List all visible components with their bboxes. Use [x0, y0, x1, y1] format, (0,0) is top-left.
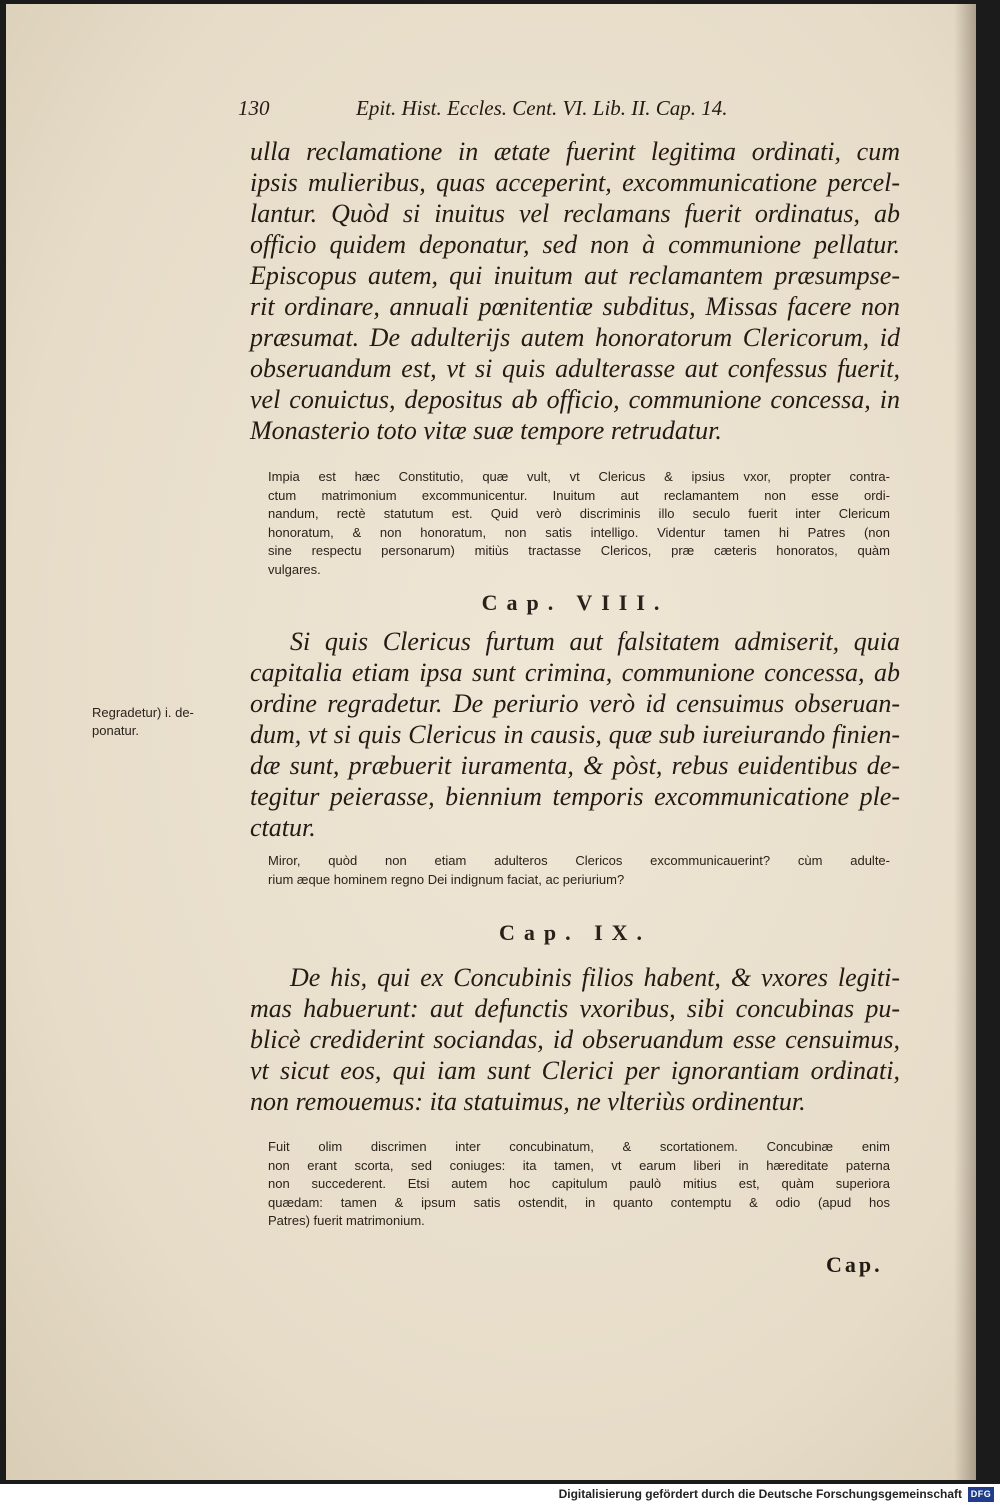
note-line: non erant scorta, sed coniuges: ita tamen, vt earum liberi in hæreditate paterna: [268, 1157, 890, 1173]
commentary-note-3: [268, 1138, 890, 1231]
text-line: Episcopus autem, qui inuitum aut reclamantem præsumpse-: [250, 261, 900, 290]
page-number: 130: [238, 96, 270, 120]
text-line: lantur. Quòd si inuitus vel reclamans fuerit ordinatus, ab: [250, 199, 900, 228]
book-page: [6, 4, 976, 1480]
running-head: [238, 96, 798, 121]
note-line: Miror, quòd non etiam adulteros Clericos excommunicauerint? cùm adulte-: [268, 853, 890, 868]
text-line: Monasterio toto vitæ suæ tempore retrudatur.: [250, 416, 722, 445]
text-line: ulla reclamatione in ætate fuerint legitima ordinati, cum: [250, 137, 900, 166]
text-line: De his, qui ex Concubinis filios habent, & vxores legiti-: [290, 963, 900, 992]
note-line: ctum matrimonium excommunicentur. Inuitum aut reclamantem non esse ordi-: [268, 487, 890, 503]
text-line: ipsis mulieribus, quas acceperint, excommunicatione percel-: [250, 168, 900, 197]
funding-credit: Digitalisierung gefördert durch die Deutsche Forschungsgemeinschaft: [558, 1487, 962, 1501]
dfg-logo-icon: DFG: [968, 1487, 994, 1502]
margin-note-line: ponatur.: [92, 723, 139, 738]
margin-note-line: Regradetur) i. de-: [92, 705, 194, 720]
note-line: sine respectu personarum) mitiùs tractasse Clericos, præ cæteris honoratos, quàm: [268, 543, 890, 558]
chapter-heading-9: Cap. IX.: [498, 920, 652, 945]
text-line: mas habuerunt: aut defunctis vxoribus, sibi concubinas pu-: [250, 994, 900, 1023]
text-line: blicè crediderint sociandas, id obseruandum esse censuimus,: [250, 1025, 900, 1054]
footer-bar: [0, 1484, 1000, 1506]
text-line: vel conuictus, depositus ab officio, communione concessa, in: [250, 385, 900, 414]
catchword: Cap.: [826, 1252, 883, 1277]
chapter-8-text: [250, 626, 900, 843]
text-line: Si quis Clericus furtum aut falsitatem admiserit, quia: [290, 627, 900, 656]
note-line: vulgares.: [268, 561, 321, 577]
text-line: vt sicut eos, qui iam sunt Clerici per ignorantiam ordinati,: [250, 1056, 900, 1085]
text-line: capitalia etiam ipsa sunt crimina, communione concessa, ab: [250, 658, 900, 687]
note-line: non succederent. Etsi autem hoc capitulum paulò mitius est, quàm superiora: [268, 1176, 890, 1191]
commentary-note-2: [268, 852, 890, 889]
text-line: ctatur.: [250, 813, 316, 842]
note-line: nandum, rectè statutum est. Quid verò discriminis illo seculo fuerit inter Clericum: [268, 506, 890, 521]
text-line: ordine regradetur. De periurio verò id censuimus obseruan-: [250, 689, 900, 718]
commentary-note-1: [268, 468, 890, 579]
note-line: Fuit olim discrimen inter concubinatum, & scortationem. Concubinæ enim: [268, 1139, 890, 1154]
text-line: dæ sunt, præbuerit iuramenta, & pòst, rebus euidentibus de-: [250, 751, 900, 780]
text-line: tegitur peierasse, biennium temporis excommunicatione ple-: [250, 782, 900, 811]
margin-note: [92, 704, 252, 740]
text-line: officio quidem deponatur, sed non à communione pellatur.: [250, 230, 900, 259]
chapter-9-text: [250, 962, 900, 1117]
note-line: honoratum, & non honoratum, non satis intelligo. Videntur tamen hi Patres (non: [268, 524, 890, 540]
note-line: Patres) fuerit matrimonium.: [268, 1213, 425, 1228]
continuation-text: [250, 136, 900, 446]
chapter-heading-8: Cap. VIII.: [481, 590, 669, 615]
running-title: Epit. Hist. Eccles. Cent. VI. Lib. II. Cap. 14.: [356, 96, 728, 120]
note-line: quædam: tamen & ipsum satis ostendit, in quanto contemptu & odio (apud hos: [268, 1194, 890, 1210]
text-line: rit ordinare, annuali pœnitentiæ subditus, Missas facere non: [250, 292, 900, 321]
text-line: non remouemus: ita statuimus, ne vlteriùs ordinentur.: [250, 1087, 806, 1116]
note-line: rium æque hominem regno Dei indignum faciat, ac periurium?: [268, 871, 625, 887]
text-line: dum, vt si quis Clericus in causis, quæ sub iureiurando finien-: [250, 720, 900, 749]
note-line: Impia est hæc Constitutio, quæ vult, vt Clericus & ipsius vxor, propter contra-: [268, 469, 890, 484]
text-line: præsumat. De adulterijs autem honoratorum Clericorum, id: [250, 323, 900, 352]
text-line: obseruandum est, vt si quis adulterasse aut confessus fuerit,: [250, 354, 900, 383]
